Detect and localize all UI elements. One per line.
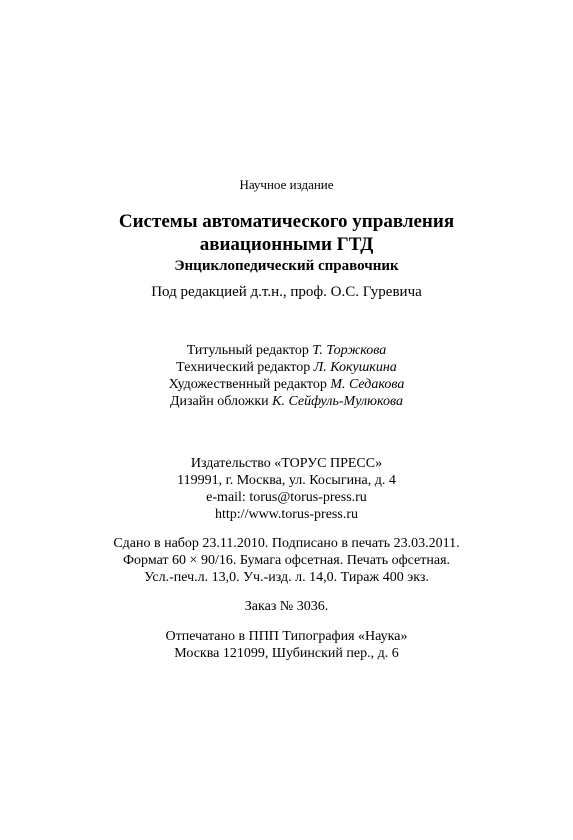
book-subtitle: Энциклопедический справочник (174, 258, 399, 274)
print-info-line-1: Сдано в набор 23.11.2010. Подписано в печать 23.03.2011. (113, 536, 460, 551)
publisher-name: Издательство «ТОРУС ПРЕСС» (190, 456, 383, 471)
credit-name: К. Сейфуль-Мулюкова (272, 394, 404, 409)
credit-role: Технический редактор (176, 360, 311, 375)
book-title-line-1: Системы автоматического управления (118, 211, 455, 232)
printer-line-1: Отпечатано в ППП Типография «Наука» (165, 629, 408, 644)
credit-cover-design (0, 395, 573, 409)
credit-name: Л. Кокушкина (313, 360, 397, 375)
credit-role: Художественный редактор (168, 377, 327, 392)
credit-art-editor (0, 378, 573, 392)
credit-title-editor (0, 344, 573, 358)
book-title-line-2: авиационными ГТД (199, 234, 374, 255)
print-info-line-2: Формат 60 × 90/16. Бумага офсетная. Печать офсетная. (122, 553, 451, 568)
credit-name: М. Седакова (330, 377, 405, 392)
order-number: Заказ № 3036. (244, 599, 329, 614)
printer-line-2: Москва 121099, Шубинский пер., д. 6 (174, 646, 399, 661)
credit-name: Т. Торжкова (312, 343, 387, 358)
general-editor: Под редакцией д.т.н., проф. О.С. Гуревича (151, 284, 422, 300)
publisher-address: 119991, г. Москва, ул. Косыгина, д. 4 (177, 473, 396, 488)
credit-technical-editor (0, 361, 573, 375)
publisher-url: http://www.torus-press.ru (215, 507, 358, 522)
credit-role: Дизайн обложки (169, 394, 269, 409)
print-info-line-3: Усл.-печ.л. 13,0. Уч.-изд. л. 14,0. Тираж 400 экз. (144, 570, 429, 585)
publisher-email: e-mail: torus@torus-press.ru (206, 490, 367, 505)
series-label: Научное издание (239, 177, 334, 192)
credit-role: Титульный редактор (186, 343, 309, 358)
